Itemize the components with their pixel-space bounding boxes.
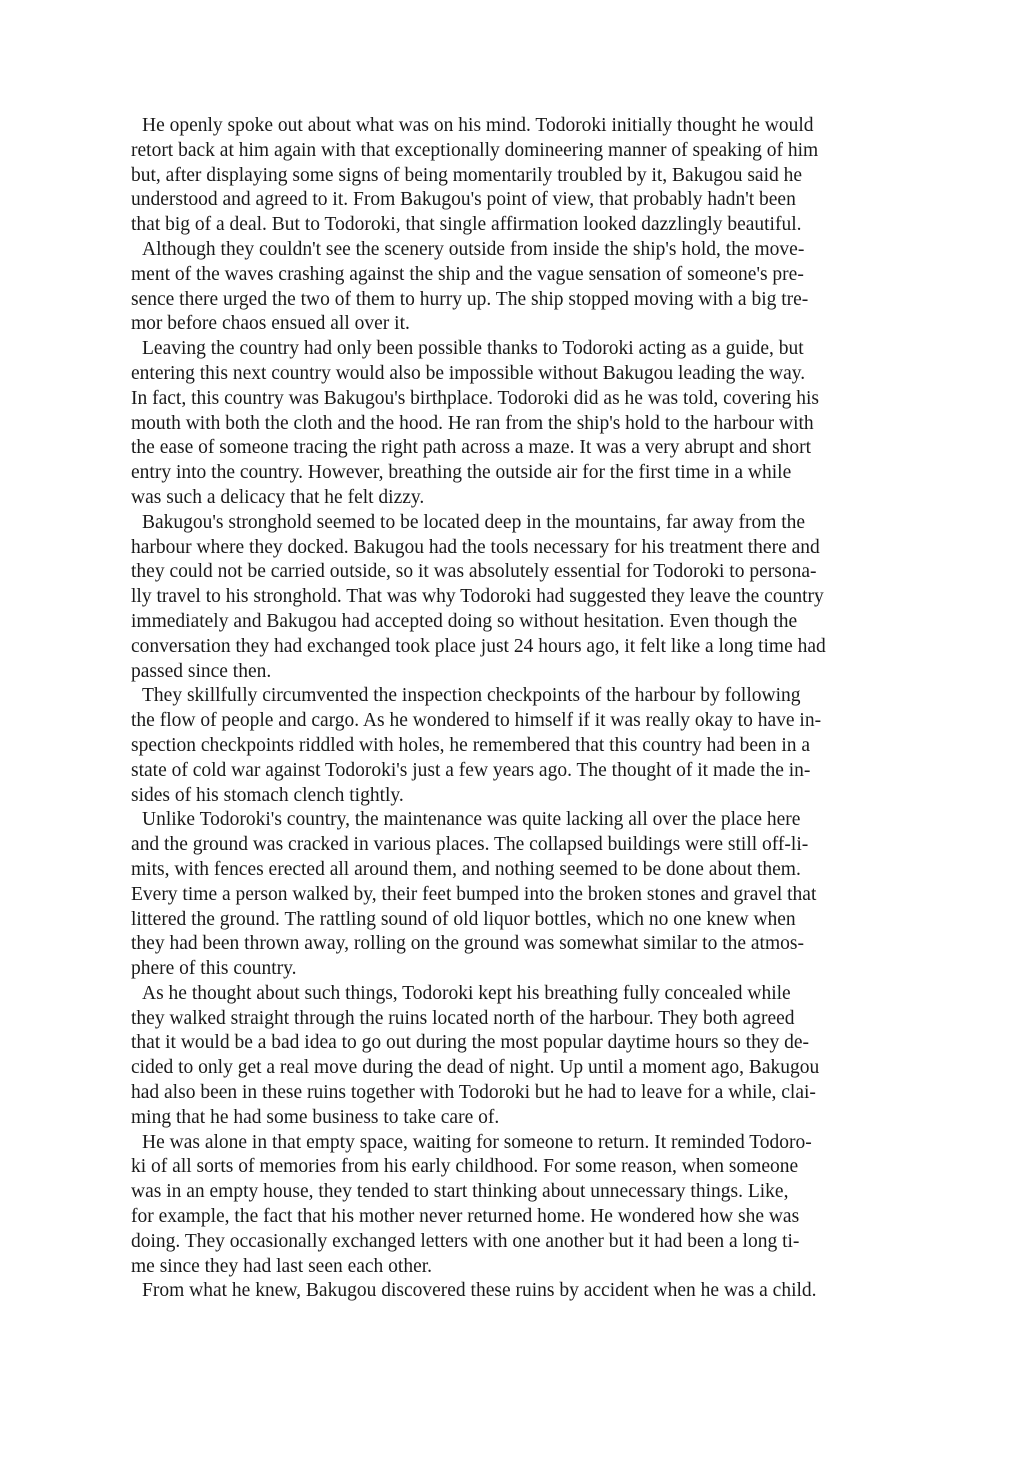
text-line: that it would be a bad idea to go out during the most popular daytime hours so they de-	[131, 1032, 810, 1054]
text-line: entering this next country would also be impossible without Bakugou leading the way.	[131, 362, 806, 384]
text-line: sides of his stomach clench tightly.	[131, 784, 404, 806]
text-line: littered the ground. The rattling sound of old liquor bottles, which no one knew when	[131, 908, 796, 930]
paragraph-first-line: From what he knew, Bakugou discovered these ruins by accident when he was a child.	[142, 1280, 817, 1302]
text-line: they had been thrown away, rolling on the ground was somewhat similar to the atmos-	[131, 933, 804, 955]
text-line: and the ground was cracked in various places. The collapsed buildings were still off-li-	[131, 834, 809, 856]
paragraph-first-line: He openly spoke out about what was on his mind. Todoroki initially thought he would	[142, 115, 814, 136]
text-line: mouth with both the cloth and the hood. He ran from the ship's hold to the harbour with	[131, 412, 814, 434]
text-line: was in an empty house, they tended to start thinking about unnecessary things. Like,	[131, 1181, 789, 1203]
text-line: phere of this country.	[131, 958, 297, 980]
text-line: that big of a deal. But to Todoroki, that single affirmation looked dazzlingly beautiful.	[131, 214, 802, 236]
text-line: for example, the fact that his mother never returned home. He wondered how she was	[131, 1206, 800, 1228]
text-line: had also been in these ruins together with Todoroki but he had to leave for a while, clai-	[131, 1082, 816, 1104]
text-line: In fact, this country was Bakugou's birthplace. Todoroki did as he was told, covering his	[131, 387, 819, 409]
paragraph-first-line: Although they couldn't see the scenery outside from inside the ship's hold, the move-	[142, 238, 805, 260]
text-line: the flow of people and cargo. As he wondered to himself if it was really okay to have in-	[131, 710, 822, 732]
body-text	[131, 114, 931, 1304]
text-line: they could not be carried outside, so it was absolutely essential for Todoroki to persona-	[131, 561, 817, 583]
text-line: understood and agreed to it. From Bakugou's point of view, that probably hadn't been	[131, 189, 796, 211]
text-line: ki of all sorts of memories from his early childhood. For some reason, when someone	[131, 1156, 799, 1178]
text-line: me since they had last seen each other.	[131, 1255, 433, 1277]
text-line: retort back at him again with that exceptionally domineering manner of speaking of him	[131, 139, 819, 161]
text-line: mits, with fences erected all around them, and nothing seemed to be done about them.	[131, 858, 801, 880]
text-line: lly travel to his stronghold. That was why Todoroki had suggested they leave the country	[131, 586, 824, 608]
paragraph-first-line: As he thought about such things, Todoroki kept his breathing fully concealed while	[142, 982, 791, 1004]
paragraph-first-line: Bakugou's stronghold seemed to be located deep in the mountains, far away from the	[142, 511, 806, 533]
text-line: state of cold war against Todoroki's just a few years ago. The thought of it made the in-	[131, 759, 811, 781]
text-line: mor before chaos ensued all over it.	[131, 313, 410, 335]
text-line: spection checkpoints riddled with holes, he remembered that this country had been in a	[131, 734, 811, 756]
text-line: Every time a person walked by, their feet bumped into the broken stones and gravel that	[131, 883, 817, 905]
text-line: they walked straight through the ruins located north of the harbour. They both agreed	[131, 1007, 795, 1029]
paragraph-first-line: They skillfully circumvented the inspection checkpoints of the harbour by following	[142, 685, 801, 707]
text-line: conversation they had exchanged took place just 24 hours ago, it felt like a long time had	[131, 635, 826, 657]
text-line: passed since then.	[131, 660, 272, 682]
paragraph-first-line: Leaving the country had only been possible thanks to Todoroki acting as a guide, but	[142, 338, 804, 360]
paragraph-first-line: Unlike Todoroki's country, the maintenance was quite lacking all over the place here	[142, 809, 801, 831]
text-line: doing. They occasionally exchanged letters with one another but it had been a long ti-	[131, 1230, 800, 1252]
text-line: entry into the country. However, breathing the outside air for the first time in a while	[131, 462, 792, 484]
text-line: sence there urged the two of them to hurry up. The ship stopped moving with a big tre-	[131, 288, 809, 310]
text-line: harbour where they docked. Bakugou had the tools necessary for his treatment there and	[131, 536, 820, 558]
text-line: was such a delicacy that he felt dizzy.	[131, 486, 425, 508]
text-line: immediately and Bakugou had accepted doing so without hesitation. Even though the	[131, 610, 798, 632]
paragraph-first-line: He was alone in that empty space, waiting for someone to return. It reminded Todoro-	[142, 1131, 812, 1153]
text-line: but, after displaying some signs of being momentarily troubled by it, Bakugou said he	[131, 164, 803, 186]
text-line: ment of the waves crashing against the ship and the vague sensation of someone's pre-	[131, 263, 804, 285]
text-line: the ease of someone tracing the right path across a maze. It was a very abrupt and short	[131, 437, 812, 459]
text-line: ming that he had some business to take care of.	[131, 1106, 500, 1128]
text-line: cided to only get a real move during the dead of night. Up until a moment ago, Bakugou	[131, 1057, 820, 1079]
